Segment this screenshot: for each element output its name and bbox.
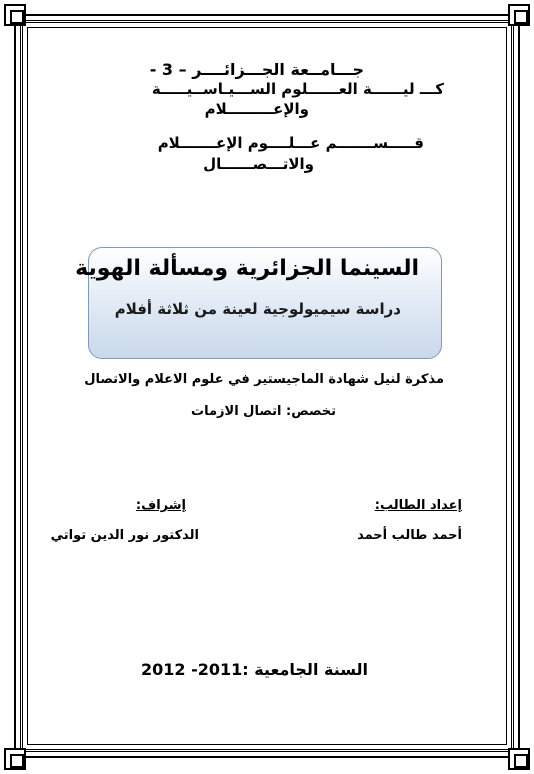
thesis-subtitle: دراسة سيميولوجية لعينة من ثلاثة أفلام: [114, 300, 401, 318]
thesis-title-box: [75, 247, 442, 359]
department-name-line1: قـــــســـــــم عـــلــــوم الإعـــــــلام: [157, 134, 424, 152]
memo-statement: مذكرة لنيل شهادة الماجيستير في علوم الاعلام والاتصال: [84, 372, 444, 387]
thesis-title: السينما الجزائرية ومسألة الهوية: [75, 256, 419, 281]
frame-corner-ornament: [508, 4, 530, 26]
student-label: إعداد الطالب:: [374, 498, 462, 513]
supervisor-label: إشراف:: [135, 498, 186, 513]
student-name: أحمد طالب أحمد: [357, 528, 462, 543]
specialty: تخصص: اتصال الازمات: [191, 404, 336, 419]
faculty-name-line1: كـــ ليــــــة العــــــلوم الســـيـاســيـــــة: [151, 80, 444, 98]
department-name-line2: والاتـــصــــــال: [203, 155, 314, 173]
frame-corner-ornament: [4, 748, 26, 770]
frame-corner-ornament: [508, 748, 530, 770]
faculty-name-line2: والإعـــــــــلام: [204, 100, 309, 118]
frame-corner-ornament: [4, 4, 26, 26]
supervisor-name: الدكتور نور الدين تواتي: [50, 528, 199, 543]
academic-year: السنة الجامعية :2011- 2012: [140, 660, 368, 679]
university-name: جـــامــعة الجـــزائــــر – 3 -: [149, 60, 364, 79]
